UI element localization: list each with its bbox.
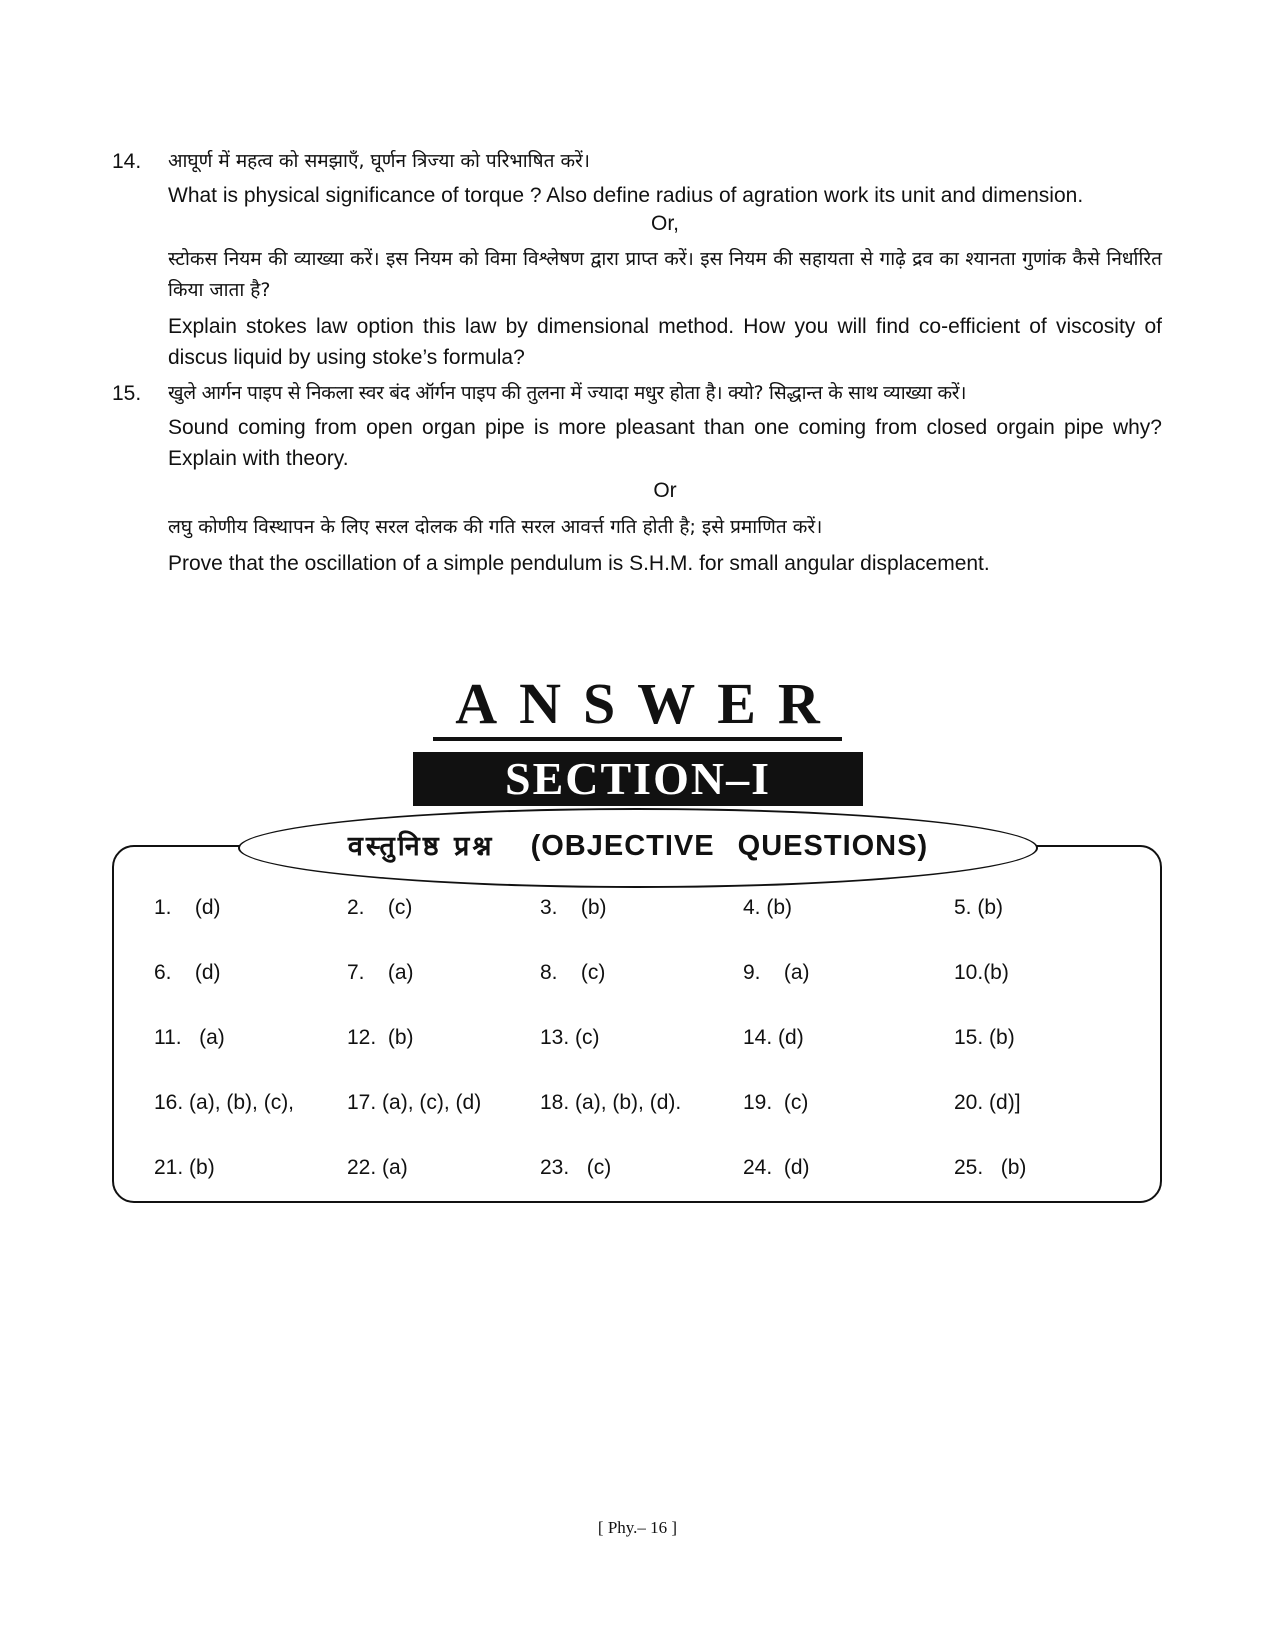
page-footer: [ Phy.– 16 ]	[597, 1518, 678, 1537]
answer-item: 22. (a)	[347, 1156, 408, 1179]
answer-item: 12. (b)	[347, 1026, 414, 1049]
answer-item: 8. (c)	[540, 961, 606, 984]
question-hindi-text: आघूर्ण में महत्व को समझाएँ, घूर्णन त्रिज्या को परिभाषित करें।	[168, 150, 591, 172]
objective-heading-english: (OBJECTIVE QUESTIONS)	[530, 830, 929, 862]
answer-item: 1. (d)	[154, 896, 221, 919]
answer-item: 23. (c)	[540, 1156, 612, 1179]
answer-item: 19. (c)	[743, 1091, 809, 1114]
question-15	[112, 378, 1162, 598]
answer-item: 18. (a), (b), (d).	[540, 1091, 682, 1114]
answer-item: 24. (d)	[743, 1156, 810, 1179]
answer-item: 16. (a), (b), (c),	[154, 1091, 295, 1114]
answer-item: 17. (a), (c), (d)	[347, 1091, 482, 1114]
answer-heading	[0, 670, 1275, 741]
question-hindi-text: खुले आर्गन पाइप से निकला स्वर बंद ऑर्गन पाइप की तुलना में ज्यादा मधुर होता है। क्यो? सिद्धान्त के साथ व्याख्या करें।	[168, 382, 967, 404]
answer-item: 9. (a)	[743, 961, 810, 984]
answer-heading-text: ANSWER	[433, 675, 842, 741]
question-english-text-alt: Explain stokes law option this law by dimensional method. How you will find co-efficient of viscosity of discus liquid by using stoke’s formula?	[168, 315, 1162, 369]
answer-item: 10.(b)	[954, 961, 1009, 984]
section-heading: SECTION–I	[413, 752, 863, 806]
question-hindi-text-alt: लघु कोणीय विस्थापन के लिए सरल दोलक की गति सरल आवर्त्त गति होती है; इसे प्रमाणित करें।	[168, 516, 823, 538]
answer-row	[154, 1091, 1114, 1131]
question-english-text: What is physical significance of torque ? Also define radius of agration work its unit and dimension.	[168, 184, 1084, 207]
answer-item: 2. (c)	[347, 896, 413, 919]
answer-item: 5. (b)	[954, 896, 1004, 919]
answer-item: 7. (a)	[347, 961, 414, 984]
answer-item: 25. (b)	[954, 1156, 1027, 1179]
answer-item: 21. (b)	[154, 1156, 215, 1179]
answer-item: 20. (d)]	[954, 1091, 1021, 1114]
question-hindi-text-alt: स्टोकस नियम की व्याख्या करें। इस नियम को विमा विश्लेषण द्वारा प्राप्त करें। इस नियम की सहायता से गाढ़े द्रव का श्यानता गुणांक कैसे निर्धारित किया जाता है?	[168, 248, 1162, 301]
or-separator: Or	[653, 479, 677, 502]
answer-row	[154, 1156, 1114, 1196]
answer-item: 4. (b)	[743, 896, 793, 919]
answer-item: 6. (d)	[154, 961, 221, 984]
question-14	[112, 146, 1162, 376]
answer-item: 3. (b)	[540, 896, 607, 919]
objective-heading	[238, 826, 1038, 863]
answer-item: 14. (d)	[743, 1026, 804, 1049]
answer-row	[154, 1026, 1114, 1066]
or-separator: Or,	[650, 212, 679, 235]
answer-item: 13. (c)	[540, 1026, 600, 1049]
objective-heading-hindi: वस्तुनिष्ठ प्रश्न	[347, 831, 495, 862]
question-english-text-alt: Prove that the oscillation of a simple pendulum is S.H.M. for small angular displacement.	[168, 552, 990, 575]
answer-item: 15. (b)	[954, 1026, 1015, 1049]
answer-row	[154, 896, 1114, 936]
question-number: 15.	[112, 382, 142, 405]
answer-row	[154, 961, 1114, 1001]
question-english-text: Sound coming from open organ pipe is more pleasant than one coming from closed orgain pipe why? Explain with theory.	[168, 416, 1162, 470]
answer-item: 11. (a)	[154, 1026, 225, 1049]
question-number: 14.	[112, 150, 142, 173]
